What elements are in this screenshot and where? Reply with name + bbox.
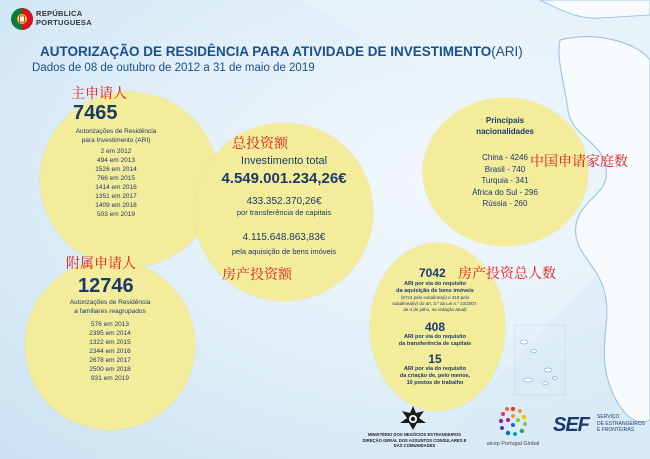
sef-text-line1: SERVIÇO: [597, 414, 620, 420]
nationality-item: Rússia - 260: [482, 199, 528, 208]
mne-logo: [352, 405, 477, 455]
sef-logo: [553, 410, 648, 450]
aicep-dots-icon: [498, 405, 528, 437]
title-text: AUTORIZAÇÃO DE RESIDÊNCIA PARA ATIVIDADE DE INVESTIMENTO: [40, 44, 492, 59]
jobs-type-text: [385, 366, 485, 387]
sef-wordmark: SEF: [553, 414, 589, 436]
nationalities-heading-line1: Principais: [485, 116, 525, 125]
property-type-fine1: (6724 pelo subalínea(i) e 318 pelo: [400, 295, 470, 300]
page-title: [40, 44, 523, 59]
mne-text-line1: MINISTÉRIO DOS NEGÓCIOS ESTRANGEIROS: [367, 432, 462, 437]
principal-year-item: 494 em 2013: [97, 157, 135, 164]
family-label: [50, 298, 170, 316]
family-year-item: 2678 em 2017: [89, 357, 131, 364]
family-label-line2: a familiares reagrupados: [74, 308, 146, 315]
logo-text-line1: REPÚBLICA: [36, 9, 83, 18]
property-label: pela aquisição de bens imóveis: [231, 247, 337, 256]
logo-text-line2: PORTUGUESA: [36, 18, 92, 27]
coat-of-arms-icon: [10, 5, 34, 33]
property-type-fine3: de 4 de julho, na redação atual): [403, 307, 467, 312]
family-year-item: 931 em 2019: [91, 375, 129, 382]
jobs-count: 15: [428, 352, 442, 366]
nationalities-annotation: 中国申请家庭数: [530, 153, 628, 169]
jobs-type-line3: 10 postos de trabalho: [406, 380, 464, 386]
sef-text-line2: DE ESTRANGEIROS: [597, 420, 646, 427]
family-year-list: [70, 320, 150, 383]
principal-year-item: 1351 em 2017: [95, 193, 137, 200]
property-type-line2: da aquisição de bens imóveis: [396, 288, 474, 294]
family-label-line1: Autorizações de Residência: [69, 299, 151, 306]
jobs-type-line2: da criação de, pelo menos,: [399, 373, 471, 379]
principal-year-item: 2 em 2012: [100, 148, 132, 155]
mne-text-line3: DAS COMUNIDADES: [393, 443, 436, 448]
principal-year-item: 503 em 2019: [97, 211, 135, 218]
principal-year-item: 766 em 2015: [97, 175, 135, 182]
family-total: 12746: [78, 275, 134, 297]
nationalities-heading: [445, 115, 565, 137]
title-suffix: (ARI): [491, 44, 523, 59]
principal-total: 7465: [73, 102, 118, 124]
property-value: 4.115.648.863,83€: [242, 232, 326, 243]
republica-portuguesa-logo: [10, 5, 120, 37]
principal-label-line1: Autorizações de Residência: [75, 128, 157, 135]
jobs-type-line1: ARI por via do requisito: [403, 366, 467, 372]
property-count: 7042: [419, 266, 446, 280]
mne-text-line2: DIREÇÃO GERAL DOS ASSUNTOS CONSULARES E: [362, 437, 467, 443]
property-type-line1: ARI por via do requisito: [403, 281, 467, 287]
property-annotation: 房产投资额: [222, 266, 292, 282]
page-subtitle: Dados de 08 de outubro de 2012 a 31 de maio de 2019: [32, 62, 315, 74]
family-annotation: 附属申请人: [66, 255, 136, 271]
investment-label: Investimento total: [240, 155, 328, 167]
principal-year-item: 1409 em 2018: [95, 202, 137, 209]
investment-total: 4.549.001.234,26€: [221, 170, 347, 187]
property-type-text: [385, 281, 485, 313]
nationalities-heading-line2: nacionalidades: [476, 127, 534, 136]
family-year-item: 2395 em 2014: [89, 330, 131, 337]
nationality-item: África do Sul - 296: [472, 187, 538, 197]
mne-emblem-icon: [399, 405, 427, 431]
principal-label-line2: para Investimento (ARI): [81, 137, 151, 144]
nationality-item: China - 4246: [482, 153, 528, 162]
aicep-text: aicep Portugal Global: [486, 441, 540, 447]
family-year-item: 2344 em 2016: [89, 348, 131, 355]
principal-year-list: [76, 147, 156, 219]
transfer-type-line1: ARI por via do requisito: [403, 334, 467, 340]
transfer-value: 433.352.370,26€: [246, 196, 322, 207]
principal-year-item: 1414 em 2016: [95, 184, 137, 191]
transfer-count: 408: [424, 320, 446, 334]
types-annotation: 房产投资总人数: [458, 265, 556, 281]
sef-text-line3: E FRONTEIRAS: [597, 427, 634, 433]
family-year-item: 576 em 2013: [91, 321, 129, 328]
principal-year-item: 1526 em 2014: [95, 166, 137, 173]
transfer-type-text: [385, 334, 485, 348]
principal-annotation: 主申请人: [71, 85, 127, 101]
principal-label: [56, 127, 176, 145]
family-year-item: 1322 em 2015: [89, 339, 131, 346]
transfer-label: por transferência de capitais: [236, 208, 332, 217]
property-type-fine2: subalínea(iv) do art. 3.º da Lei n.º 23/2007,: [392, 301, 478, 306]
transfer-type-line2: da transferência de capitais: [398, 341, 472, 347]
nationality-item: Brasil - 740: [484, 164, 526, 174]
investment-annotation: 总投资额: [232, 135, 288, 151]
family-year-item: 2500 em 2018: [89, 366, 131, 373]
nationality-item: Turquia - 341: [481, 176, 529, 185]
aicep-logo: [478, 405, 548, 455]
